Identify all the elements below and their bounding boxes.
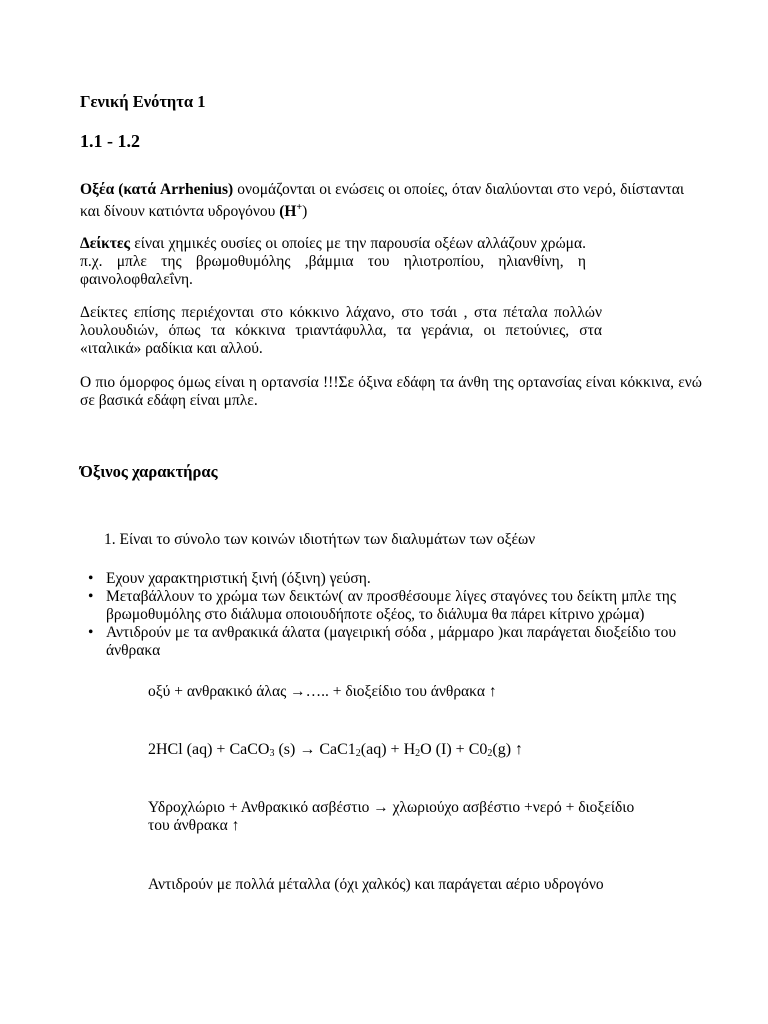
bullet-icon: •: [88, 588, 94, 605]
list-item: • Μεταβάλλουν το χρώμα των δεικτών( αν προσθέσουμε λίγες σταγόνες του δείκτη μπλε της βρωμοθυμόλης στο διάλυμα οποιουδήποτε οξέος, το διάλυμα θα πάρει κίτρινο χρώμα): [88, 588, 676, 623]
indicators-definition-paragraph: [80, 235, 586, 289]
hydrogen-ion-charge: +: [296, 202, 303, 213]
hydrangea-paragraph: Ο πιο όμορφος όμως είναι η ορτανσία !!!Σε όξινα εδάφη τα άνθη της ορτανσίας είναι κόκκινα, ενώ σε βασικά εδάφη είναι μπλε.: [80, 374, 702, 409]
list-item: • Εχουν χαρακτηριστική ξινή (όξινη) γεύση.: [88, 570, 371, 587]
indicators-sources-paragraph: Δείκτες επίσης περιέχονται στο κόκκινο λάχανο, στο τσάι , στα πέταλα πολλών λουλουδιών, όπως τα κόκκινα τριαντάφυλλα, τα γεράνια, οι πετούνιες, στα «ιταλικά» ραδίκια και αλλού.: [80, 304, 602, 357]
bullet-icon: •: [88, 570, 94, 587]
bullet-icon: •: [88, 624, 94, 641]
numbered-list-item: 1. Είναι το σύνολο των κοινών ιδιοτήτων των διαλυμάτων των οξέων: [104, 531, 536, 548]
indicators-term: Δείκτες: [80, 235, 131, 252]
page-heading: Γενική Ενότητα 1: [80, 92, 206, 111]
acids-definition-paragraph: Οξέα (κατά Arrhenius) ονομάζονται οι ενώσεις οι οποίες, όταν διαλύονται στο νερό, διίστανται και δίνουν κατιόντα υδρογόνου (H+): [80, 181, 684, 221]
indicators-definition-text: είναι χημικές ουσίες οι οποίες με την παρουσία οξέων αλλάζουν χρώμα. π.χ. μπλε της βρωμοθυμόλης ,βάμμια του ηλιοτροπίου, ηλιανθίνη, η φαινολοφθαλεΐνη.: [80, 235, 586, 288]
acids-term: Οξέα (κατά Arrhenius): [80, 181, 234, 198]
word-equation: οξύ + ανθρακικό άλας →….. + διοξείδιο του άνθρακα ↑: [148, 683, 497, 700]
metals-reaction-text: Αντιδρούν με πολλά μέταλλα (όχι χαλκός) και παράγεται αέριο υδρογόνο: [148, 876, 604, 893]
list-item: • Αντιδρούν με τα ανθρακικά άλατα (μαγειρική σόδα , μάρμαρο )και παράγεται διοξείδιο του άνθρακα: [88, 624, 676, 659]
hydrogen-ion-symbol: H: [284, 203, 297, 221]
properties-bullet-list: [88, 570, 676, 660]
section-number-heading: 1.1 - 1.2: [80, 131, 140, 151]
acids-definition-text: ονομάζονται οι ενώσεις οι οποίες, όταν διαλύονται στο νερό, διίστανται και δίνουν κατιόντα υδρογόνου: [80, 181, 684, 221]
acidic-character-heading: Όξινος χαρακτήρας: [80, 462, 218, 481]
chemical-equation: 2HCl (aq) + CaCO$_3$ $(s) \to CaC1_2(aq) + H_2O$ $(I) + C0_2(g)$ ↑: [148, 741, 524, 759]
named-equation: Υδροχλώριο + Ανθρακικό ασβέστιο → χλωριούχο ασβέστιο +νερό + διοξείδιο του άνθρακα ↑: [148, 799, 635, 834]
